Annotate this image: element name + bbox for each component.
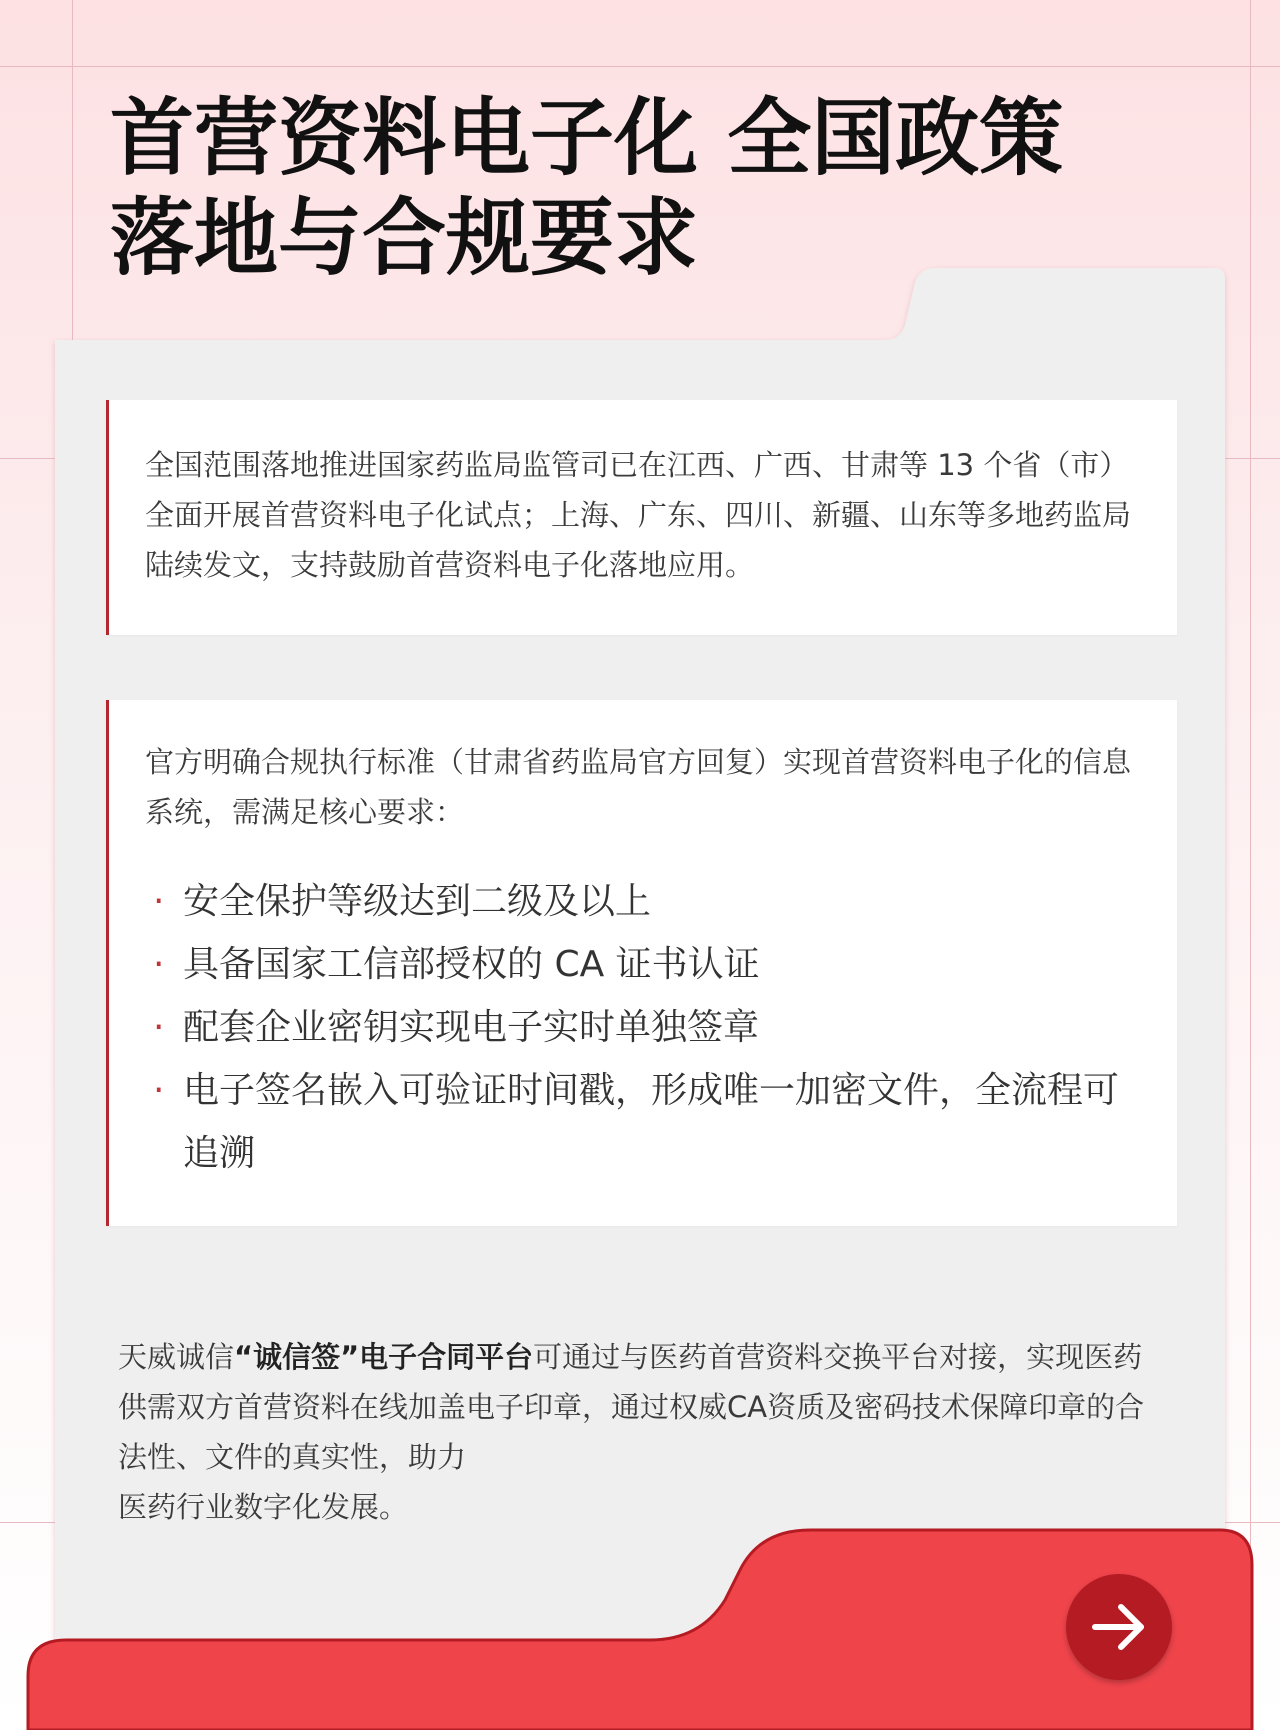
requirement-text: 配套企业密钥实现电子实时单独签章 [183, 1007, 760, 1048]
platform-description [118, 1332, 1158, 1532]
list-item [153, 933, 1153, 996]
bullet-marker: · [153, 1007, 165, 1048]
list-item [153, 996, 1153, 1059]
requirement-text: 电子签名嵌入可验证时间戳，形成唯一加密文件，全流程可追溯 [183, 1070, 1120, 1174]
page-title-line-1: 首营资料电子化 全国政策 [110, 89, 1064, 187]
compliance-requirements-box [106, 700, 1177, 1226]
requirements-list [153, 870, 1153, 1185]
list-item [153, 1059, 1153, 1185]
bullet-marker: · [153, 944, 165, 985]
platform-name-highlight: “诚信签”电子合同平台 [234, 1340, 534, 1374]
platform-lead: 天威诚信 [118, 1340, 235, 1374]
compliance-intro-text: 官方明确合规执行标准（甘肃省药监局官方回复）实现首营资料电子化的信息系统，需满足核心要求： [145, 745, 1132, 829]
requirement-text: 具备国家工信部授权的 CA 证书认证 [183, 944, 760, 985]
bullet-marker: · [153, 1070, 165, 1111]
policy-rollout-text: 全国范围落地推进国家药监局监管司已在江西、广西、甘肃等 13 个省（市）全面开展首营资料电子化试点；上海、广东、四川、新疆、山东等多地药监局陆续发文，支持鼓励首营资料电子化落地应用。 [145, 448, 1132, 582]
page-title-line-2: 落地与合规要求 [110, 189, 699, 287]
platform-description-body: 可通过与医药首营资料交换平台对接，实现医药供需双方首营资料在线加盖电子印章，通过权威CA资质及密码技术保障印章的合法性、文件的真实性，助力 [118, 1340, 1145, 1474]
requirement-text: 安全保护等级达到二级及以上 [183, 881, 652, 922]
platform-description-last-line: 医药行业数字化发展。 [118, 1490, 409, 1524]
arrow-right-icon [1089, 1597, 1149, 1657]
list-item [153, 870, 1153, 933]
next-page-button[interactable] [1066, 1574, 1172, 1680]
policy-rollout-box [106, 400, 1177, 635]
bullet-marker: · [153, 881, 165, 922]
